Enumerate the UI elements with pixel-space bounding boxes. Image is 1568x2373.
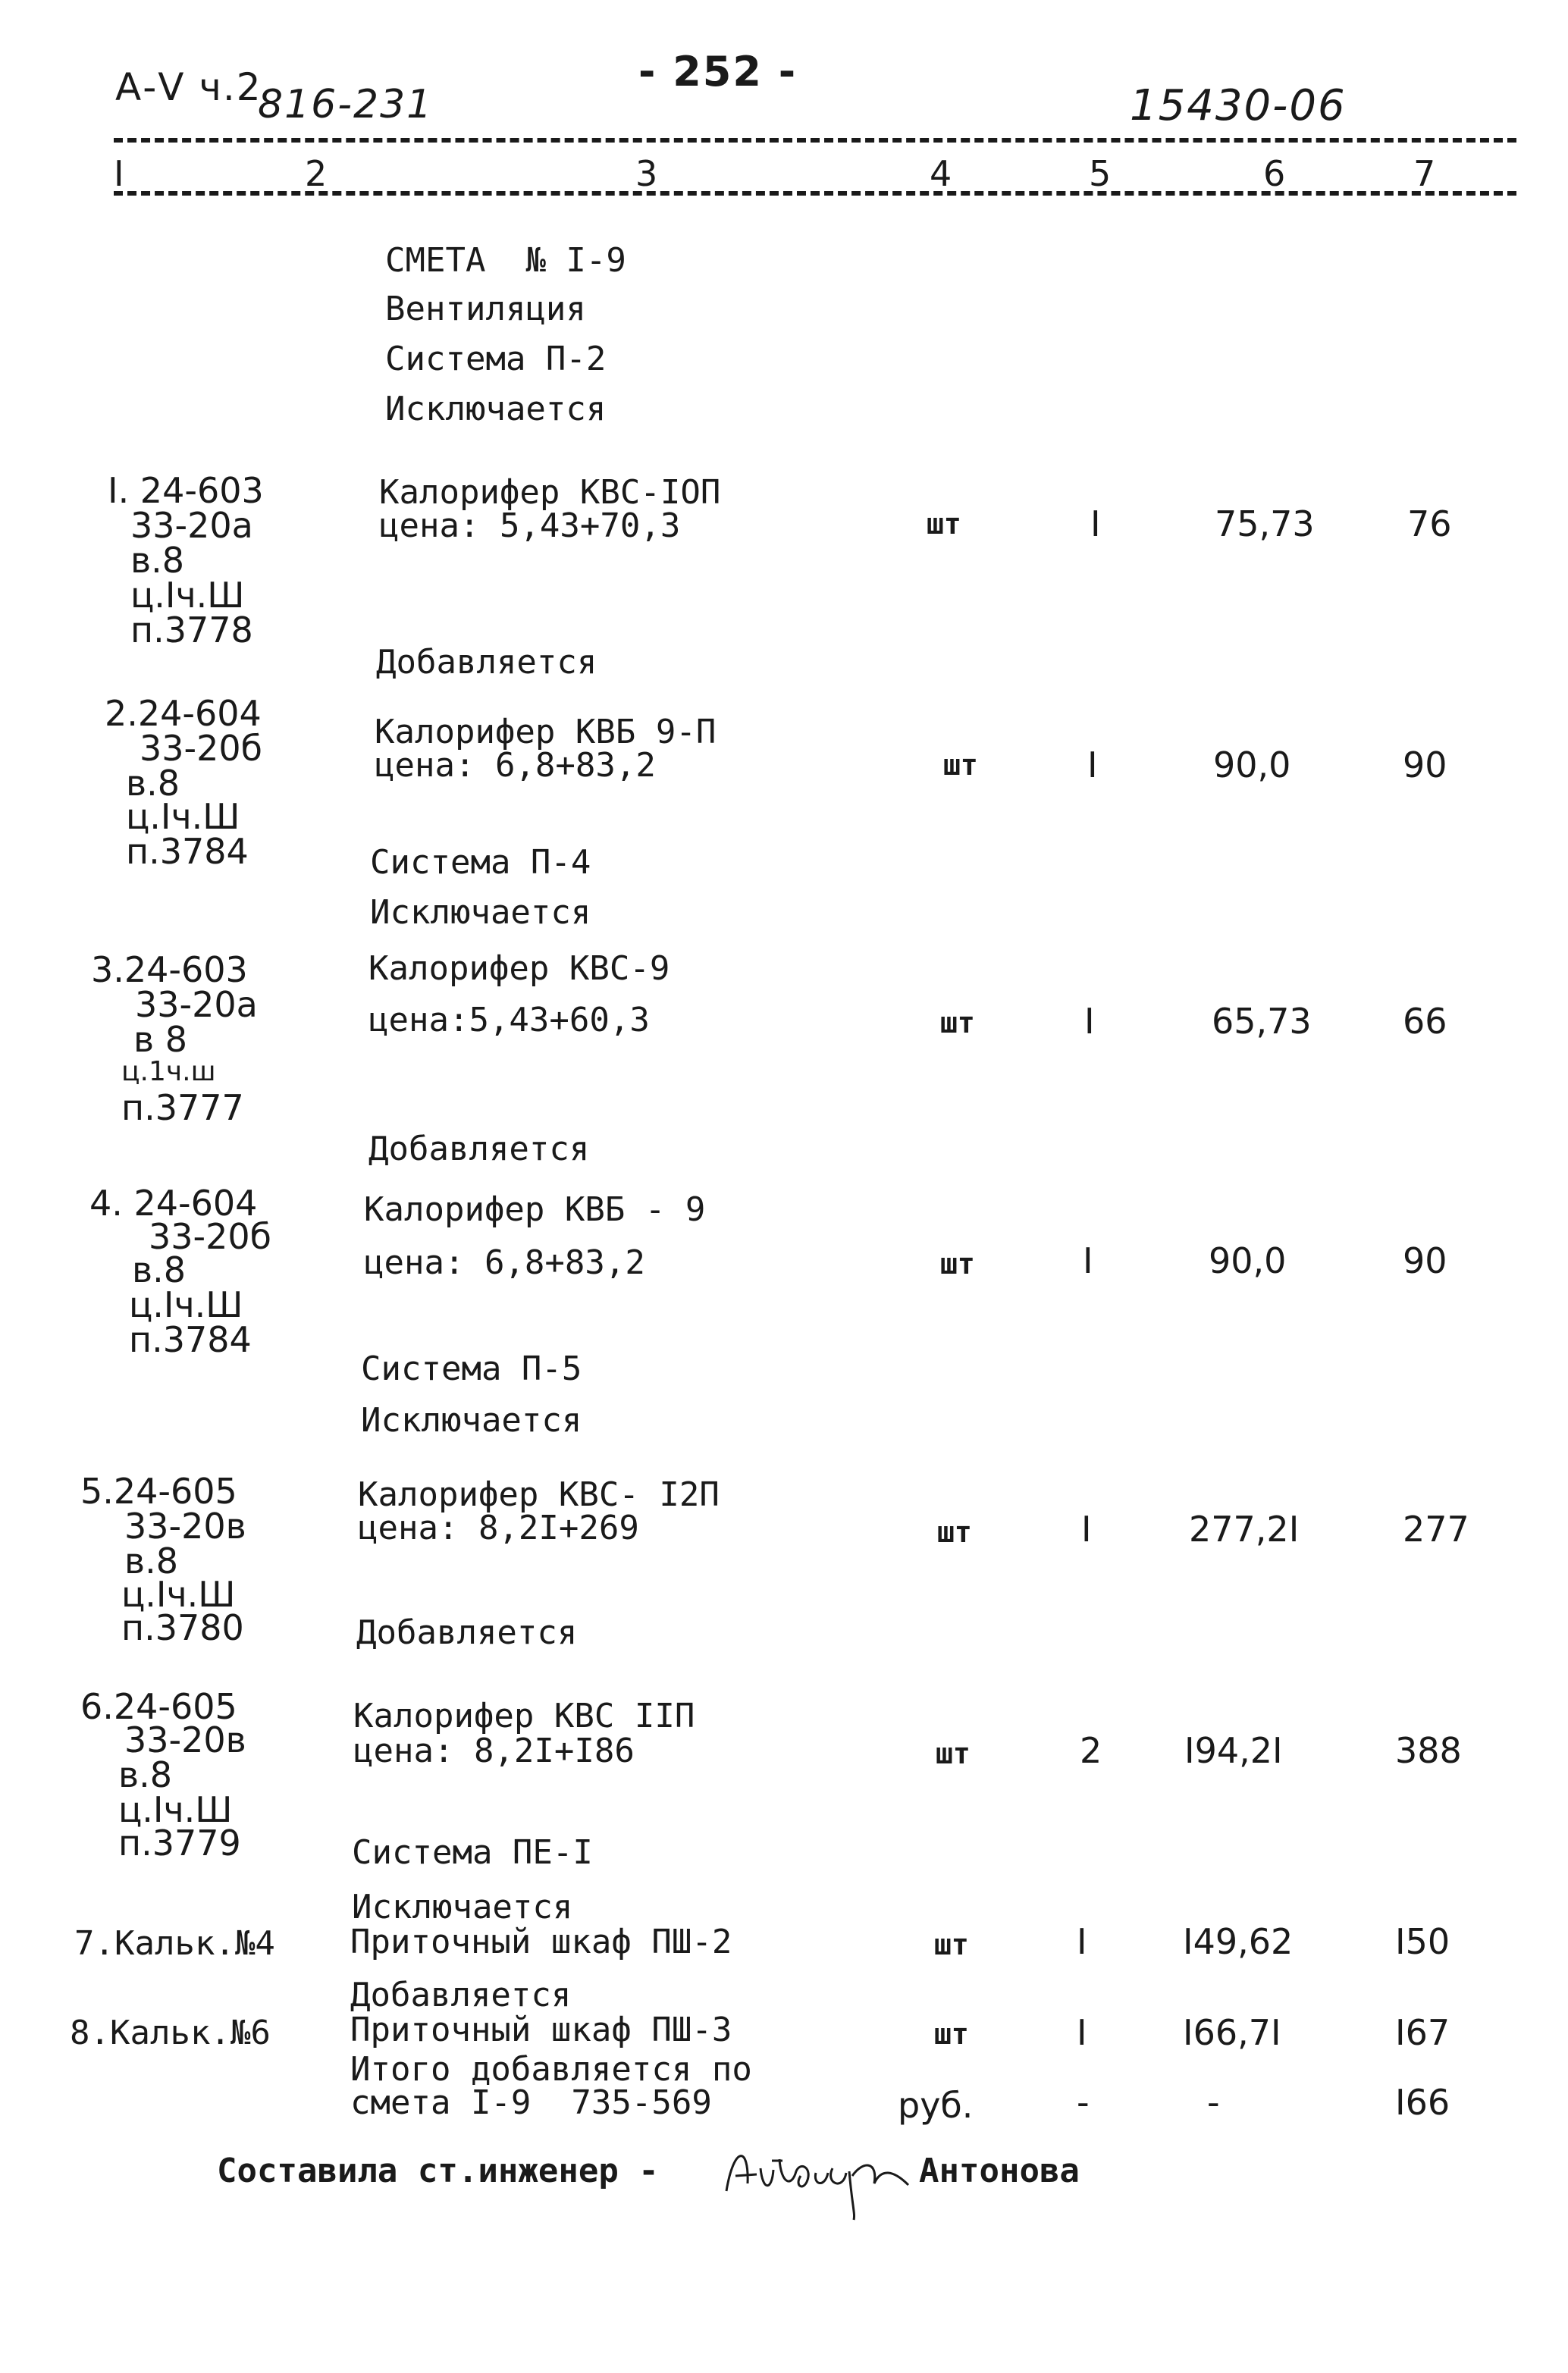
item-name: Калорифер КВС IIП xyxy=(353,1697,695,1735)
row-code: ц.Iч.Ш xyxy=(118,1789,233,1830)
item-unit-cost: I94,2I xyxy=(1184,1730,1283,1771)
row-code: ц.Iч.Ш xyxy=(126,796,240,837)
row-code: в.8 xyxy=(118,1754,172,1795)
row-code: 33-20а xyxy=(135,984,258,1025)
row-code: 33-20а xyxy=(130,505,253,546)
row-code: п.3784 xyxy=(126,831,249,872)
system-title: Система ПЕ-I xyxy=(352,1833,593,1872)
item-name: Калорифер КВБ - 9 xyxy=(364,1190,706,1229)
item-name: Приточный шкаф ПШ-3 xyxy=(350,2011,732,2049)
item-unit-cost: I66,7I xyxy=(1183,2012,1281,2053)
row-code: п.3779 xyxy=(118,1823,241,1864)
action-label: Исключается xyxy=(361,1401,582,1440)
row-code: в.8 xyxy=(124,1541,178,1581)
header-rule-top xyxy=(114,138,1516,143)
summary-label: смета I-9 735-569 xyxy=(350,2083,712,2122)
action-label: Добавляется xyxy=(368,1130,590,1168)
item-total: I67 xyxy=(1395,2012,1450,2053)
row-code: ц.Iч.Ш xyxy=(129,1284,243,1325)
summary-total: I66 xyxy=(1395,2082,1450,2123)
row-code: в 8 xyxy=(133,1019,187,1060)
item-qty: 2 xyxy=(1080,1730,1102,1771)
row-code: в.8 xyxy=(130,540,184,581)
item-price: цена: 6,8+83,2 xyxy=(364,1243,645,1282)
item-qty: I xyxy=(1077,1921,1087,1962)
item-unit: шт xyxy=(940,1247,975,1281)
summary-label: Итого добавляется по xyxy=(350,2050,752,2089)
row-code: п.3778 xyxy=(130,610,253,650)
action-label: Добавляется xyxy=(356,1613,578,1652)
row-code: 8.Кальк.№6 xyxy=(70,2014,271,2052)
row-code: в.8 xyxy=(126,763,180,804)
item-unit: шт xyxy=(940,1006,975,1039)
item-qty: I xyxy=(1090,503,1101,544)
summary-unit: руб. xyxy=(898,2085,974,2126)
item-unit-cost: I49,62 xyxy=(1183,1921,1294,1962)
system-title: Система П-2 xyxy=(385,340,607,378)
item-price: цена: 6,8+83,2 xyxy=(375,746,656,785)
item-unit-cost: 277,2I xyxy=(1189,1509,1300,1550)
action-label: Исключается xyxy=(385,390,607,428)
item-unit-cost: 90,0 xyxy=(1213,745,1291,785)
column-number: I xyxy=(114,153,124,194)
item-name: Приточный шкаф ПШ-2 xyxy=(350,1923,732,1961)
item-price: цена: 8,2I+I86 xyxy=(353,1732,635,1770)
row-code: в.8 xyxy=(132,1249,186,1290)
item-qty: I xyxy=(1087,745,1098,785)
action-label: Исключается xyxy=(352,1888,573,1926)
item-name: Калорифер КВБ 9-П xyxy=(375,713,717,751)
project-code: 816-231 xyxy=(258,82,434,127)
archive-code: А-V ч.2 xyxy=(115,65,262,109)
row-code: 3.24-603 xyxy=(91,949,248,990)
action-label: Добавляется xyxy=(376,643,597,682)
row-code: 33-20б xyxy=(140,728,263,769)
item-qty: I xyxy=(1077,2012,1087,2053)
item-name: Калорифер КВС-IОП xyxy=(379,473,721,512)
summary-qty: - xyxy=(1077,2082,1090,2123)
summary-unit-cost: - xyxy=(1207,2082,1220,2123)
action-label: Исключается xyxy=(370,893,591,932)
item-unit: шт xyxy=(934,1928,969,1961)
row-code: 7.Кальк.№4 xyxy=(74,1924,275,1963)
signature-prefix: Составила ст.инженер - xyxy=(217,2152,659,2190)
column-number: 4 xyxy=(930,153,952,194)
row-code: ц.Iч.Ш xyxy=(121,1574,236,1615)
item-total: 277 xyxy=(1403,1509,1469,1550)
column-number: 2 xyxy=(305,153,328,194)
row-code: 5.24-605 xyxy=(80,1471,237,1512)
item-total: 90 xyxy=(1403,1240,1447,1281)
item-price: цена: 8,2I+269 xyxy=(358,1509,639,1547)
item-name: Калорифер КВС-9 xyxy=(368,949,670,988)
column-number: 3 xyxy=(635,153,658,194)
header-rule-bottom xyxy=(114,191,1516,196)
row-code: 2.24-604 xyxy=(105,693,262,734)
system-title: Система П-5 xyxy=(361,1350,582,1388)
handwritten-signature xyxy=(719,2138,916,2221)
row-code: ц.Iч.Ш xyxy=(130,575,245,616)
item-unit: шт xyxy=(936,1737,971,1770)
item-total: 66 xyxy=(1403,1001,1447,1042)
row-code: п.3780 xyxy=(121,1607,244,1648)
item-total: 76 xyxy=(1407,503,1452,544)
item-unit-cost: 65,73 xyxy=(1212,1001,1312,1042)
signatory-name: Антонова xyxy=(919,2152,1080,2190)
item-price: цена:5,43+60,3 xyxy=(368,1001,650,1039)
row-code: I. 24-603 xyxy=(108,470,264,511)
item-name: Калорифер КВС- I2П xyxy=(358,1475,720,1514)
action-label: Добавляется xyxy=(350,1976,572,2014)
document-number: 15430-06 xyxy=(1130,81,1347,130)
estimate-title: СМЕТА № I-9 xyxy=(385,241,626,280)
column-number: 7 xyxy=(1413,153,1436,194)
item-unit: шт xyxy=(937,1516,972,1549)
row-code: 6.24-605 xyxy=(80,1686,237,1727)
section-title: Вентиляция xyxy=(385,290,586,328)
row-code: п.3784 xyxy=(129,1319,252,1360)
row-code: 33-20в xyxy=(124,1506,246,1547)
item-unit: шт xyxy=(934,2017,969,2051)
item-unit: шт xyxy=(927,507,961,541)
row-code: ц.1ч.ш xyxy=(121,1056,216,1087)
item-price: цена: 5,43+70,3 xyxy=(379,506,681,545)
page-number: - 252 - xyxy=(638,48,798,96)
item-total: 90 xyxy=(1403,745,1447,785)
item-unit-cost: 75,73 xyxy=(1215,503,1315,544)
item-total: 388 xyxy=(1395,1730,1462,1771)
row-code: 33-20б xyxy=(149,1216,272,1257)
system-title: Система П-4 xyxy=(370,843,591,882)
item-qty: I xyxy=(1084,1001,1095,1042)
item-unit: шт xyxy=(943,748,978,782)
item-unit-cost: 90,0 xyxy=(1209,1240,1287,1281)
row-code: 33-20в xyxy=(124,1719,246,1760)
item-total: I50 xyxy=(1395,1921,1450,1962)
item-qty: I xyxy=(1081,1509,1092,1550)
column-number: 6 xyxy=(1263,153,1286,194)
item-qty: I xyxy=(1083,1240,1093,1281)
column-number: 5 xyxy=(1089,153,1112,194)
row-code: 4. 24-604 xyxy=(89,1183,258,1224)
row-code: п.3777 xyxy=(121,1087,244,1128)
